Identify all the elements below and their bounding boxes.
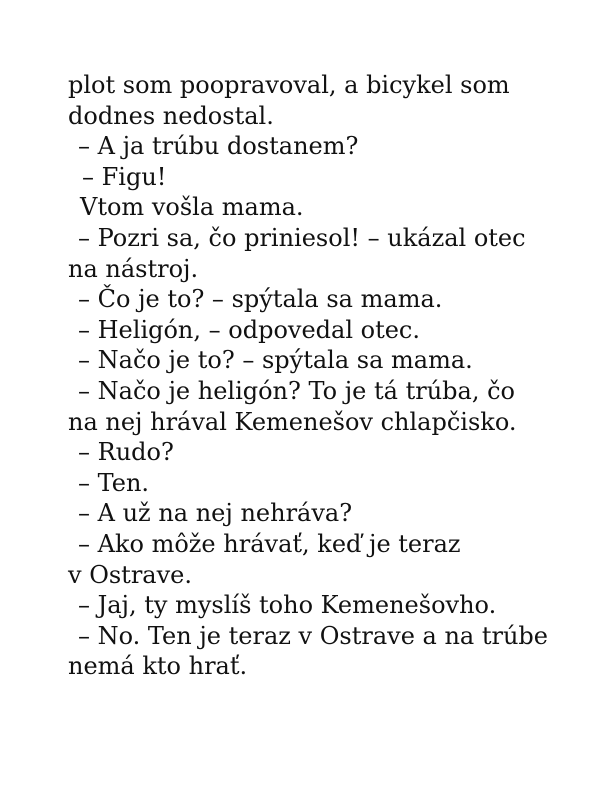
text-line: v Ostrave. (68, 560, 192, 589)
dialogue-line: – Figu! (82, 162, 167, 191)
dialogue-line: – Načo je heligón? To je tá trúba, čo (78, 376, 515, 405)
dialogue-line: – Načo je to? – spýtala sa mama. (78, 346, 473, 375)
dialogue-line: – Jaj, ty myslíš toho Kemenešovho. (78, 591, 497, 620)
dialogue-line: – Čo je to? – spýtala sa mama. (78, 285, 443, 314)
dialogue-line: – Rudo? (78, 438, 174, 467)
body-text (68, 70, 588, 682)
dialogue-line: – A už na nej nehráva? (78, 499, 353, 528)
dialogue-line: – A ja trúbu dostanem? (78, 132, 359, 161)
text-line: na nej hrával Kemenešov chlapčisko. (68, 407, 517, 436)
dialogue-line: – Heligón, – odpovedal otec. (78, 315, 420, 344)
dialogue-line: – Ako môže hrávať, keď je teraz (78, 529, 461, 558)
text-line: na nástroj. (68, 254, 199, 283)
text-line: dodnes nedostal. (68, 101, 274, 130)
dialogue-line: – No. Ten je teraz v Ostrave a na trúbe (78, 621, 548, 650)
text-line: plot som poopravoval, a bicykel som (68, 71, 510, 99)
text-line: Vtom vošla mama. (80, 193, 304, 222)
text-line: nemá kto hrať. (68, 652, 248, 681)
dialogue-line: – Ten. (78, 468, 150, 497)
dialogue-line: – Pozri sa, čo priniesol! – ukázal otec (78, 223, 526, 252)
